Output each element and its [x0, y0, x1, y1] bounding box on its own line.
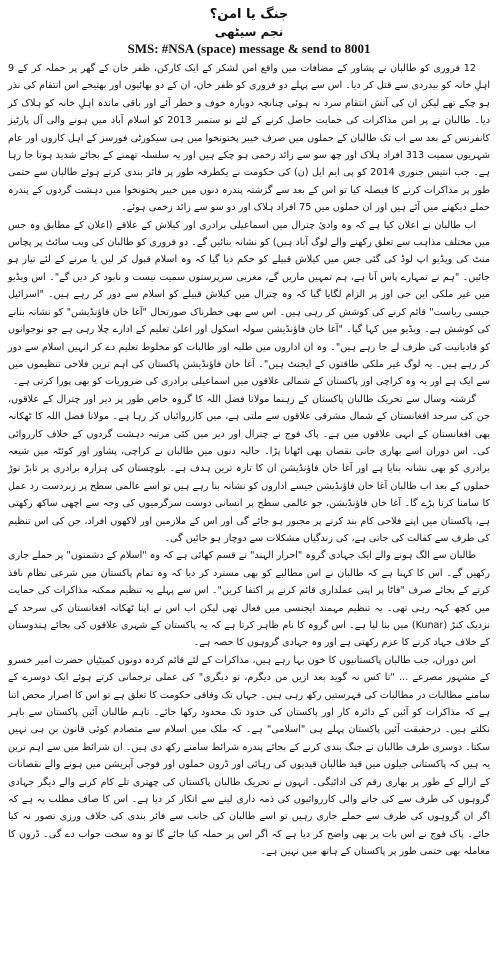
article-title: جنگ یا امن؟ — [209, 7, 289, 22]
article-header — [8, 6, 490, 57]
paragraph: اب طالبان نے اعلان کیا ہے کہ وہ وادیٔ چترال میں اسماعیلی برادری اور کیلاش کے علاقے (اعلان کے مطابق وہ جس میں مختلف مذاہب سے تعلق رکھنے والے لوگ آباد ہیں) کو نشانہ بنائیں گے۔ دو فروری کو طالبان کی ویب سائٹ پر پچاس منٹ کی ویڈیو اپ لوڈ کی گئی جس میں کیلاش قبیلے کو حکم دیا گیا کہ وہ اسلام قبول کر لیں یا مرنے کے لئے تیار ہو جائیں۔ "ہم نے تمہارے پاس آنا ہے، ہم تمہیں ماریں گے، مغربی سرپرستوں سمیت نیست و نابود کر دیں گے"۔ اس ویڈیو میں غیر ملکی این جی اوز پر الزام لگایا گیا کہ وہ چترال میں کیلاش قبیلے کو اسلام سے دور کر رہے ہیں۔ "اسرائیل جیسی ریاست" قائم کرنے کی کوشش کر رہی ہیں۔ اس سے بھی خطرناک صورتحال "آغا خان فاؤنڈیشن" کو نشانہ بنانے کی کوشش ہے۔ ویڈیو میں کہا گیا۔ "آغا خان فاؤنڈیشن سولہ اسکول اور اعلیٰ تعلیم کے ادارے چلا رہی ہے جو نوجوانوں کو قادیانیت کی طرف لے جا رہے ہیں"۔ وہ ان اداروں میں طلبہ اور طالبات کو مخلوط تعلیم دے کر انہیں اسلام سے دور کر رہے ہیں۔ یہ لوگ غیر ملکی طاقتوں کے ایجنٹ ہیں"۔ آغا خان فاؤنڈیشن پاکستان کی اہم ترین فلاحی تنظیموں میں سے ایک ہے اور یہ وہ کراچی اور پاکستان کے شمالی علاقوں میں اسماعیلی برادری کی ضروریات کو بھی پورا کرتی ہے۔ — [8, 219, 490, 388]
paragraph: گزشتہ وسال سے تحریک طالبان پاکستان کے رہنما مولانا فضل اللہ کا گروہ خاص طور پر دیر اور چترال کے علاقوں، جن کی سرحد افغانستان کے شمال مشرقی علاقوں سے ملتی ہے، میں کارروائیاں کر رہا ہے۔ مولانا فضل اللہ کا ٹھکانہ بھی افغانستان کے انہی علاقوں میں ہے۔ پاک فوج نے چترال اور دیر میں کئی مرتبہ دہشت گردوں کے خلاف کارروائی کی۔ اس دوران اسے بھاری جانی نقصان بھی اٹھانا پڑا۔ حالیہ دنوں میں طالبان نے کراچی، پشاور اور کوئٹہ میں شیعہ برادری کو بھی نشانہ بنایا ہے اور آغا خان فاؤنڈیشن ان کا تازہ ترین ہدف ہے۔ بلوچستان کی ہزارہ برادری پر تابڑ توڑ حملوں کے بعد اب طالبان آغا خان فاؤنڈیشن جیسے اداروں کو نشانہ بنا رہے ہیں تو اسے عالمی سطح پر زبردست رد عمل کا سامنا کرنا پڑے گا۔ آغا خان فاؤنڈیشن، جو عالمی سطح پر انسانی دوست سرگرمیوں کی وجہ سے اچھی ساکھ رکھتی ہے، پاکستان میں اپنے فلاحی کام بند کرنے پر مجبور ہو جائے گی اور اس کے ملازمین اور لاکھوں افراد، جن کی اس تنظیم کی طرف سے کفالت کی جاتی ہے، کی زندگیاں مشکلات سے دوچار ہو جائیں گی۔ — [8, 393, 490, 544]
article-body — [8, 60, 490, 861]
paragraph: اس دوران، جب طالبان پاکستانیوں کا خون بہا رہے ہیں، مذاکرات کے لئے قائم کردہ دونوں کمیٹیاں حضرت امیر خسرو کے مشہور مصرعے ... "تا کس نہ گوید بعد ازیں من دیگرم، تو دیگری" کی عملی ترجمانی کرتے ہوئے ایک دوسرے کے سامنے مطالبات در مطالبات کی فہرستیں رکھ رہی ہیں۔ جہاں تک وفاقی حکومت کا تعلق ہے تو اس کا اصرار محض اتنا ہے کہ مذاکرات کو آئین کے دائرہ کار اور پاکستان کی حدود تک محدود رکھا جائے۔ تاہم طالبان آئین پاکستان سے باہر نکلتے ہیں۔ درحقیقت آئین پاکستان پہلے ہی "اسلامی" ہے۔ کہ ملک میں اسلام سے متصادم کوئی قانون بن ہی نہیں سکتا۔ دوسری طرف طالبان نے جنگ بندی کرنے کے بجائے پندرہ شرائط سامنے رکھ دی ہیں۔ ان شرائط میں سے اہم ترین یہ ہیں کہ پاکستانی جیلوں میں قید طالبان قیدیوں کی رہائی اور ڈرون حملوں اور فوجی آپریشن میں ہونے والے نقصانات کے ازالے کے طور پر بھاری رقم کی ادائیگی۔ انہوں نے تحریک طالبان پاکستان کی چھتری تلے کام کرنے والے دیگر جہادی گروہوں کی طرف سے کی جانے والی کارروائیوں کی ذمہ داری لینے سے انکار کر دیا ہے۔ اس کا صاف مطلب یہ ہے کہ اگر ان گروہوں کی طرف سے حملے جاری رہیں تو اسے طالبان کی جانب سے فائر بندی کی خلاف ورزی تصور نہ کیا جائے۔ پاک فوج نے اس بات پر بھی واضح کر دیا ہے کہ اگر اس پر حملہ کیا جائے گا تو وہ سخت جواب دے گی۔ ڈرون کا معاملہ بھی حتمی طور پر پاکستان کے ہاتھ میں نہیں ہے۔ — [8, 654, 490, 858]
paragraph: 12 فروری کو طالبان نے پشاور کے مضافات میں واقع امن لشکر کے ایک کارکن، ظفر خان کے گھر پر حملہ کر کے 9 اہلِ خانہ کو بیدردی سے قتل کر دیا۔ اس سے پہلے دو فروری کو ظفر خان، ان کے دو بھائیوں اور بھتیجے اس انتقام کی نذر ہو چکے تھے لیکن ان کی آتش انتقام سرد نہ ہوئی چنانچہ دوبارہ خوف و خطر آئے اور باقی ماندہ اہلِ خانہ کو ہلاک کر دیا۔ طالبان نے پر امن مذاکرات کی حمایت حاصل کرنے کے لئے نو ستمبر 2013 کو اسلام آباد میں ہونے والی آل پارٹیز کانفرنس کے بعد سے اب تک طالبان کے حملوں میں صرف خیبر پختونخوا میں ہی سیکورٹی فورسز کے اہل کاروں اور عام شہریوں سمیت 313 افراد ہلاک اور چھ سو سے زائد زخمی ہو چکے ہیں اور یہ سلسلہ تھمنے کے بجائے شدید ہوتا جا رہا ہے۔ جب انتیس جنوری 2014 کو پی ایم ایل (ن) کی حکومت نے یکطرفہ طور پر فائر بندی کرتے ہوئے طالبان سے حتمی طور پر مذاکرات کرنے کا فیصلہ کیا تو اس کے بعد سے گزشتہ پندرہ دنوں میں خیبر پختونخوا میں دہشت گردوں کے پندرہ حملے دیکھنے میں آئے ہیں اور ان حملوں میں 75 افراد ہلاک اور دو سو سے زائد زخمی ہوئے۔ — [8, 63, 490, 214]
paragraph: طالبان سے الگ ہونے والے ایک جہادی گروہ "احرار الہند" نے قسم کھائی ہے کہ وہ "اسلام کے دشمنوں" پر حملے جاری رکھیں گے۔ اس کا کہنا ہے کہ طالبان نے اس مطالبے کو بھی مسترد کر دیا کہ وہ تمام پاکستان میں شرعی نظام نافذ کرنے کے بجائے صرف "فاٹا پر اپنی عملداری قائم کرنے پر اکتفا کریں"۔ اس سے پہلے یہ تنظیم ممکنہ مذاکرات کی حمایت میں کچھ کہہ رہی تھی۔ یہ تنظیم مہمند ایجنسی میں فعال تھی لیکن اب اس نے اپنا ٹھکانہ افغانستان کی سرحد کے نزدیک کنڑ (Kunar) میں بنا لیا ہے۔ اس گروہ کا نام ظاہر کرتا ہے کہ یہ پاکستان کے شہری علاقوں کی بجائے ہندوستان کے خلاف جہاد کرنے کا عزم رکھتی ہے اور وہ جہادی گروہوں کا حصہ ہے۔ — [8, 550, 490, 649]
sms-subscription-line: SMS: #NSA (space) message & send to 8001 — [127, 41, 371, 56]
author-name: نجم سیٹھی — [214, 25, 284, 39]
